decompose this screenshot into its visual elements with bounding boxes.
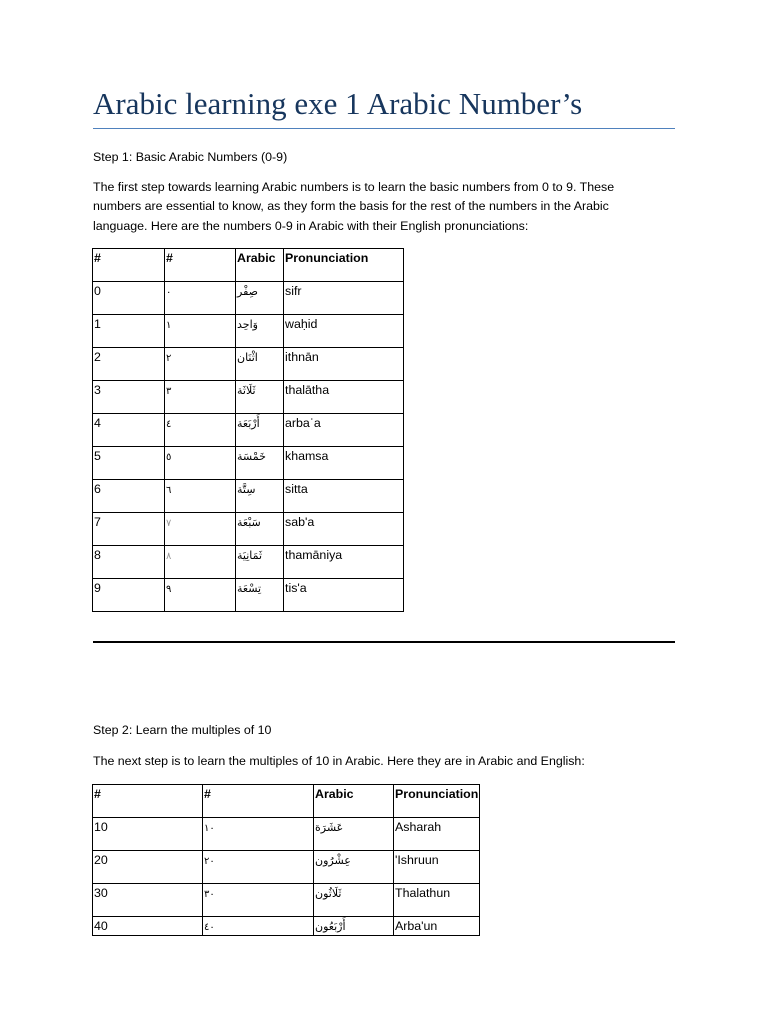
- table-row: [93, 851, 480, 884]
- table-row: [93, 818, 480, 851]
- number-cell: 4: [93, 414, 165, 447]
- indic-numeral: ٦: [166, 485, 172, 496]
- header-cell: #: [93, 249, 165, 282]
- number-cell: 10: [93, 818, 203, 851]
- pronunciation-cell: Arba'un: [394, 917, 480, 936]
- step1-intro-line: numbers are essential to know, as they form the basis for the rest of the numbers in the Arabic: [93, 199, 609, 214]
- step2-heading: Step 2: Learn the multiples of 10: [93, 723, 272, 737]
- indic-numeral: ٤: [166, 419, 172, 430]
- step2-intro: The next step is to learn the multiples of 10 in Arabic. Here they are in Arabic and English:: [93, 754, 585, 768]
- indic-numeral: ١٠: [204, 823, 215, 834]
- number-cell: 20: [93, 851, 203, 884]
- header-cell: #: [165, 249, 236, 282]
- table-row: [93, 513, 404, 546]
- indic-numeral: ٧: [166, 518, 172, 529]
- indic-numeral: ٩: [166, 584, 172, 595]
- header-cell: Arabic: [314, 785, 394, 818]
- table-row: [93, 348, 404, 381]
- arabic-word: اثْنَان: [237, 351, 258, 364]
- arabic-word: أَرْبَعُون: [315, 920, 346, 933]
- arabic-word: عَشَرَة: [315, 821, 344, 834]
- number-cell: 7: [93, 513, 165, 546]
- pronunciation-cell: tis'a: [284, 579, 404, 612]
- multiples-of-ten-table: [92, 784, 480, 936]
- table-row: [93, 579, 404, 612]
- pronunciation-cell: ithnān: [284, 348, 404, 381]
- pronunciation-cell: Asharah: [394, 818, 480, 851]
- pronunciation-cell: sifr: [284, 282, 404, 315]
- pronunciation-cell: khamsa: [284, 447, 404, 480]
- arabic-word: أَرْبَعَة: [237, 417, 260, 430]
- title-underline: [93, 128, 675, 129]
- pronunciation-cell: Thalathun: [394, 884, 480, 917]
- table-row: [93, 447, 404, 480]
- arabic-word: وَاحِد: [237, 318, 258, 331]
- indic-numeral: ٢: [166, 353, 172, 364]
- number-cell: 8: [93, 546, 165, 579]
- table-header-row: [93, 785, 480, 818]
- arabic-word: سِتَّة: [237, 483, 256, 496]
- step1-heading: Step 1: Basic Arabic Numbers (0-9): [93, 150, 288, 164]
- indic-numeral: ٣: [166, 386, 172, 397]
- number-cell: 40: [93, 917, 203, 936]
- page-title: Arabic learning exe 1 Arabic Number’s: [93, 86, 583, 121]
- table-row: [93, 414, 404, 447]
- pronunciation-cell: sitta: [284, 480, 404, 513]
- step1-intro-line: language. Here are the numbers 0-9 in Arabic with their English pronunciations:: [93, 218, 529, 233]
- pronunciation-cell: sab'a: [284, 513, 404, 546]
- header-cell: #: [203, 785, 314, 818]
- arabic-word: تِسْعَة: [237, 582, 262, 595]
- arabic-word: صِفْر: [237, 285, 258, 298]
- table-row: [93, 480, 404, 513]
- number-cell: 9: [93, 579, 165, 612]
- arabic-word: ثَلَاثَة: [237, 384, 256, 397]
- arabic-word: عِشْرُون: [315, 854, 351, 867]
- number-cell: 30: [93, 884, 203, 917]
- indic-numeral: ٠: [166, 287, 172, 298]
- section-divider: [93, 641, 675, 643]
- indic-numeral: ٣٠: [204, 889, 215, 900]
- table-row: [93, 917, 480, 936]
- table-row: [93, 315, 404, 348]
- number-cell: 1: [93, 315, 165, 348]
- arabic-word: سَبْعَة: [237, 516, 261, 529]
- table-row: [93, 381, 404, 414]
- step1-intro-line: The first step towards learning Arabic numbers is to learn the basic numbers from 0 to 9. These: [93, 180, 615, 194]
- header-cell: #: [93, 785, 203, 818]
- table-header-row: [93, 249, 404, 282]
- number-cell: 6: [93, 480, 165, 513]
- pronunciation-cell: thalātha: [284, 381, 404, 414]
- pronunciation-cell: arbaʿa: [284, 414, 404, 447]
- arabic-word: خَمْسَة: [237, 450, 266, 463]
- header-cell: Arabic: [236, 249, 284, 282]
- indic-numeral: ٢٠: [204, 856, 215, 867]
- number-cell: 3: [93, 381, 165, 414]
- pronunciation-cell: waḥid: [284, 315, 404, 348]
- header-cell: Pronunciation: [394, 785, 480, 818]
- arabic-word: ثَمَانِيَة: [237, 549, 263, 562]
- number-cell: 2: [93, 348, 165, 381]
- indic-numeral: ٤٠: [204, 922, 215, 933]
- table-row: [93, 884, 480, 917]
- number-cell: 5: [93, 447, 165, 480]
- indic-numeral: ٥: [166, 452, 172, 463]
- table-row: [93, 546, 404, 579]
- basic-numbers-table: [92, 248, 404, 612]
- arabic-word: ثَلَاثُون: [315, 887, 342, 900]
- step1-intro: [93, 178, 614, 236]
- table-row: [93, 282, 404, 315]
- pronunciation-cell: 'Ishruun: [394, 851, 480, 884]
- pronunciation-cell: thamāniya: [284, 546, 404, 579]
- indic-numeral: ١: [166, 320, 172, 331]
- number-cell: 0: [93, 282, 165, 315]
- header-cell: Pronunciation: [284, 249, 404, 282]
- indic-numeral: ٨: [166, 551, 172, 562]
